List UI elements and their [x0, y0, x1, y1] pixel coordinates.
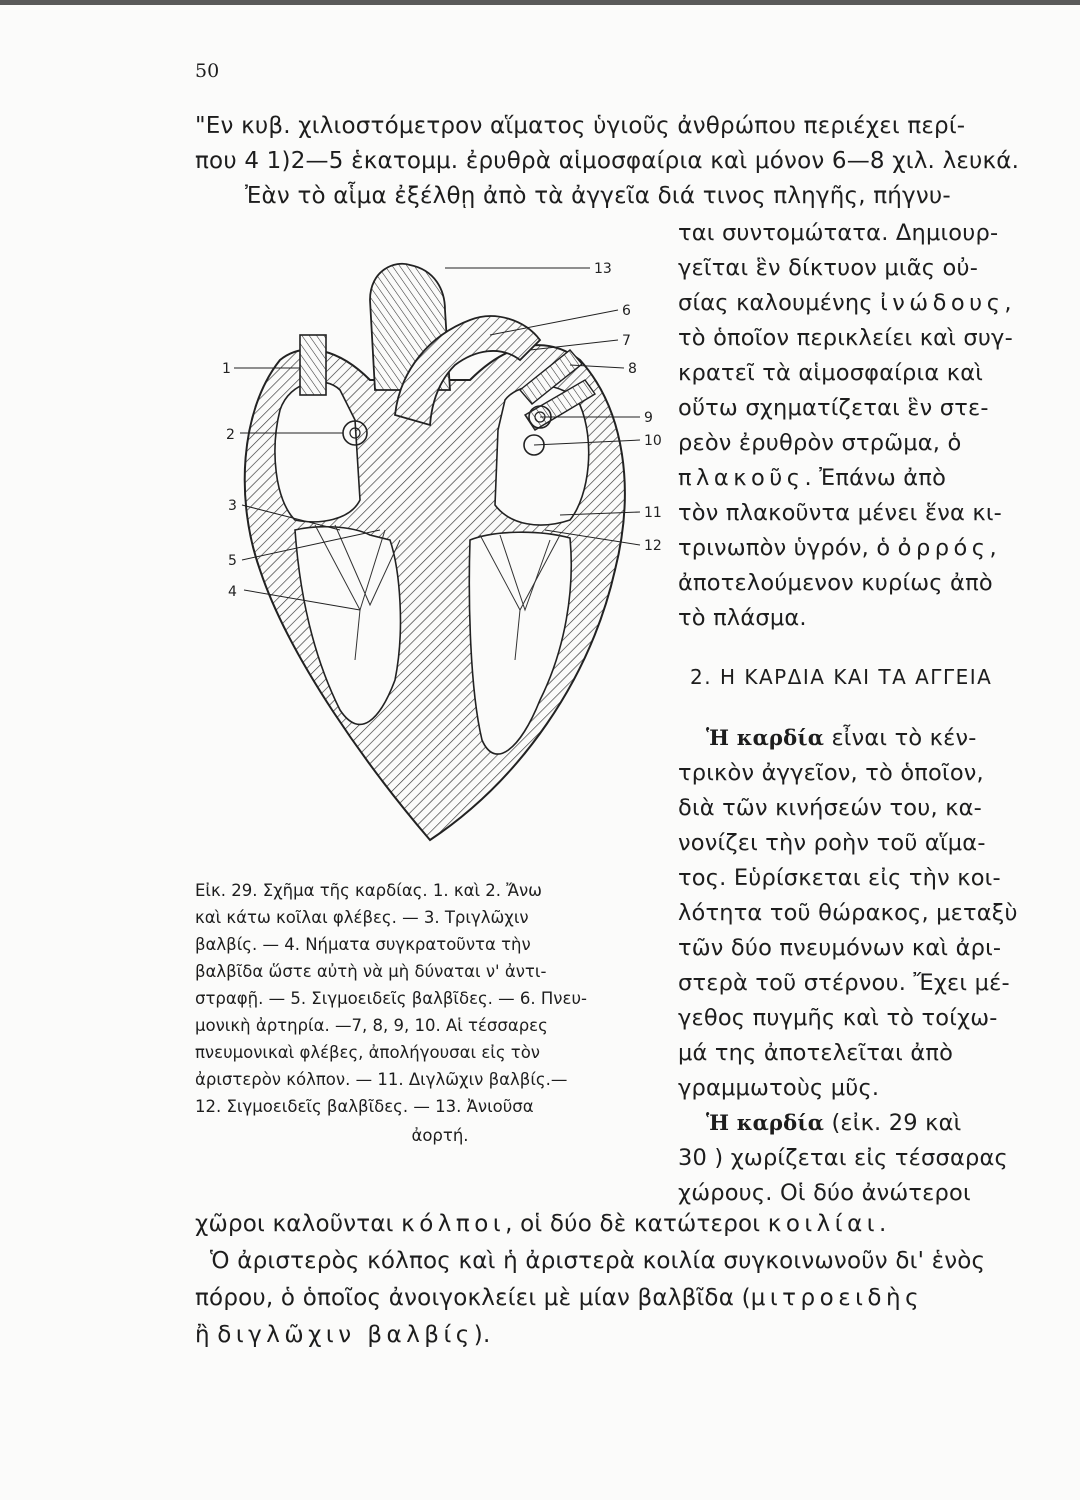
caption-line: Εἰκ. 29. Σχῆμα τῆς καρδίας. 1. καὶ 2. Ἄνω — [195, 881, 542, 900]
text-line: ἀποτελούμενον κυρίως ἀπὸ — [678, 570, 993, 596]
text-run: . — [879, 1211, 887, 1237]
text-line: γεθος πυγμῆς καὶ τὸ τοίχω- — [678, 1005, 998, 1031]
text-line — [678, 467, 946, 490]
text-run: , — [1004, 290, 1012, 316]
text-line: τὸν πλακοῦντα μένει ἕνα κι- — [678, 500, 1002, 526]
text-line: στερὰ τοῦ στέρνου. Ἔχει μέ- — [678, 970, 1010, 996]
caption-line: βαλβίς. — 4. Νήματα συγκρατοῦντα τὴν — [195, 935, 531, 954]
text-line: τῶν δύο πνευμόνων καὶ ἀρι- — [678, 935, 1002, 961]
spaced-term: πλακοῦς — [678, 465, 805, 491]
heart-diagram — [220, 240, 680, 860]
label-11: 11 — [644, 505, 662, 521]
right-atrium-chamber — [275, 382, 360, 522]
caption-line: ἀριστερὸν κόλπον. — 11. Διγλῶχιν βαλβίς.— — [195, 1070, 568, 1089]
text-run: σίας καλουμένης — [678, 290, 881, 316]
label-7: 7 — [622, 333, 631, 349]
caption-line: 12. Σιγμοειδεῖς βαλβῖδες. — 13. Ἀνιοῦσα — [195, 1097, 534, 1116]
spaced-term: ὀρρός — [897, 535, 990, 561]
caption-line: στραφῇ. — 5. Σιγμοειδεῖς βαλβῖδες. — 6. Πνευ- — [195, 989, 587, 1008]
text-line — [678, 537, 997, 560]
label-2: 2 — [226, 427, 235, 443]
text-line: νονίζει τὴν ροὴν τοῦ αἵμα- — [678, 830, 986, 856]
text-line: χώρους. Οἱ δύο ἀνώτεροι — [678, 1180, 971, 1206]
text-line — [706, 1112, 961, 1135]
text-line — [195, 1287, 923, 1310]
text-line: ται συντομώτατα. Δημιουρ- — [678, 220, 999, 246]
text-line: τὸ ὁποῖον περικλείει καὶ συγ- — [678, 325, 1013, 351]
label-5: 5 — [228, 553, 237, 569]
section-heading: 2. Η ΚΑΡΔΙΑ ΚΑΙ ΤΑ ΑΓΓΕΙΑ — [690, 665, 993, 689]
superior-vena-cava — [300, 335, 326, 395]
text-run: εἶναι τὸ κέν- — [824, 725, 977, 751]
caption-line: πνευμονικαὶ φλέβες, ἀπολήγουσαι εἰς τὸν — [195, 1043, 541, 1062]
bold-term: Ἡ καρδία — [706, 725, 825, 750]
label-6: 6 — [622, 303, 631, 319]
caption-line: μονικὴ ἀρτηρία. —7, 8, 9, 10. Αἱ τέσσαρες — [195, 1016, 548, 1035]
spaced-term: ἰνώδους — [880, 290, 1005, 316]
spaced-term: μιτροειδὴς — [750, 1285, 924, 1311]
text-line: Ἐὰν τὸ αἷμα ἐξέλθῃ ἀπὸ τὰ ἀγγεῖα διά τινος πληγῆς, πήγνυ- — [245, 183, 951, 209]
text-line: τὸ πλάσμα. — [678, 605, 807, 631]
text-line: τος. Εὑρίσκεται εἰς τὴν κοι- — [678, 865, 1001, 891]
scan-top-border — [0, 0, 1080, 5]
text-line: μά της ἀποτελεῖται ἀπὸ — [678, 1040, 954, 1066]
label-3: 3 — [228, 498, 237, 514]
text-run: (εἰκ. 29 καὶ — [824, 1110, 962, 1136]
text-line: λότητα τοῦ θώρακος, μεταξὺ — [678, 900, 1018, 926]
label-12: 12 — [644, 538, 662, 554]
right-ventricle-chamber — [295, 527, 400, 725]
text-line: που 4 1)2—5 ἑκατομμ. ἐρυθρὰ αἱμοσφαίρια καὶ μόνον 6—8 χιλ. λευκά. — [195, 148, 1020, 174]
spaced-term: κόλποι — [401, 1211, 506, 1237]
spaced-term: κοιλίαι — [767, 1211, 880, 1237]
text-line: 30 ) χωρίζεται εἰς τέσσαρας — [678, 1145, 1008, 1171]
page-number: 50 — [195, 60, 220, 82]
text-line — [678, 292, 1012, 315]
label-13: 13 — [594, 261, 612, 277]
text-line: κρατεῖ τὰ αἱμοσφαίρια καὶ — [678, 360, 984, 386]
text-run: ). — [473, 1322, 491, 1348]
text-line: τρικὸν ἀγγεῖον, τὸ ὁποῖον, — [678, 760, 984, 786]
text-run: χῶροι καλοῦνται — [195, 1211, 402, 1237]
text-line: οὕτω σχηματίζεται ἓν στε- — [678, 395, 989, 421]
text-line: γραμμωτοὺς μῦς. — [678, 1075, 880, 1101]
label-10: 10 — [644, 433, 662, 449]
text-line: γεῖται ἓν δίκτυον μιᾶς οὐ- — [678, 255, 979, 281]
text-line — [706, 727, 977, 750]
text-run: , οἱ δύο δὲ κατώτεροι — [505, 1211, 768, 1237]
label-9: 9 — [644, 410, 653, 426]
text-run: ἢ — [195, 1322, 218, 1348]
label-4: 4 — [228, 584, 237, 600]
text-line — [195, 1213, 887, 1236]
caption-line: ἀορτή. — [411, 1126, 469, 1145]
text-line: "Εν κυβ. χιλιοστόμετρον αἵματος ὑγιοῦς ἀνθρώπου περιέχει περί- — [195, 113, 966, 139]
text-run: πόρου, ὁ ὁποῖος ἀνοιγοκλείει μὲ μίαν βαλβῖδα ( — [195, 1285, 751, 1311]
text-line: διὰ τῶν κινήσεών του, κα- — [678, 795, 983, 821]
text-run: . Ἐπάνω ἀπὸ — [804, 465, 947, 491]
text-line: Ὁ ἀριστερὸς κόλπος καὶ ἡ ἀριστερὰ κοιλία συγκοινωνοῦν δι' ἑνὸς — [210, 1248, 986, 1274]
spaced-term: διγλῶχιν βαλβίς — [217, 1322, 474, 1348]
label-8: 8 — [628, 361, 637, 377]
caption-line: καὶ κάτω κοῖλαι φλέβες. — 3. Τριγλῶχιν — [195, 908, 529, 927]
label-1: 1 — [222, 361, 231, 377]
text-run: , — [989, 535, 997, 561]
left-ventricle-chamber — [469, 532, 571, 754]
text-line: ρεὸν ἐρυθρὸν στρῶμα, ὁ — [678, 430, 962, 456]
text-line — [195, 1324, 490, 1347]
text-run: τρινωπὸν ὑγρόν, ὁ — [678, 535, 898, 561]
caption-line: βαλβῖδα ὥστε αὐτὴ νὰ μὴ δύναται ν' ἀντι- — [195, 962, 547, 981]
bold-term: Ἡ καρδία — [706, 1110, 825, 1135]
